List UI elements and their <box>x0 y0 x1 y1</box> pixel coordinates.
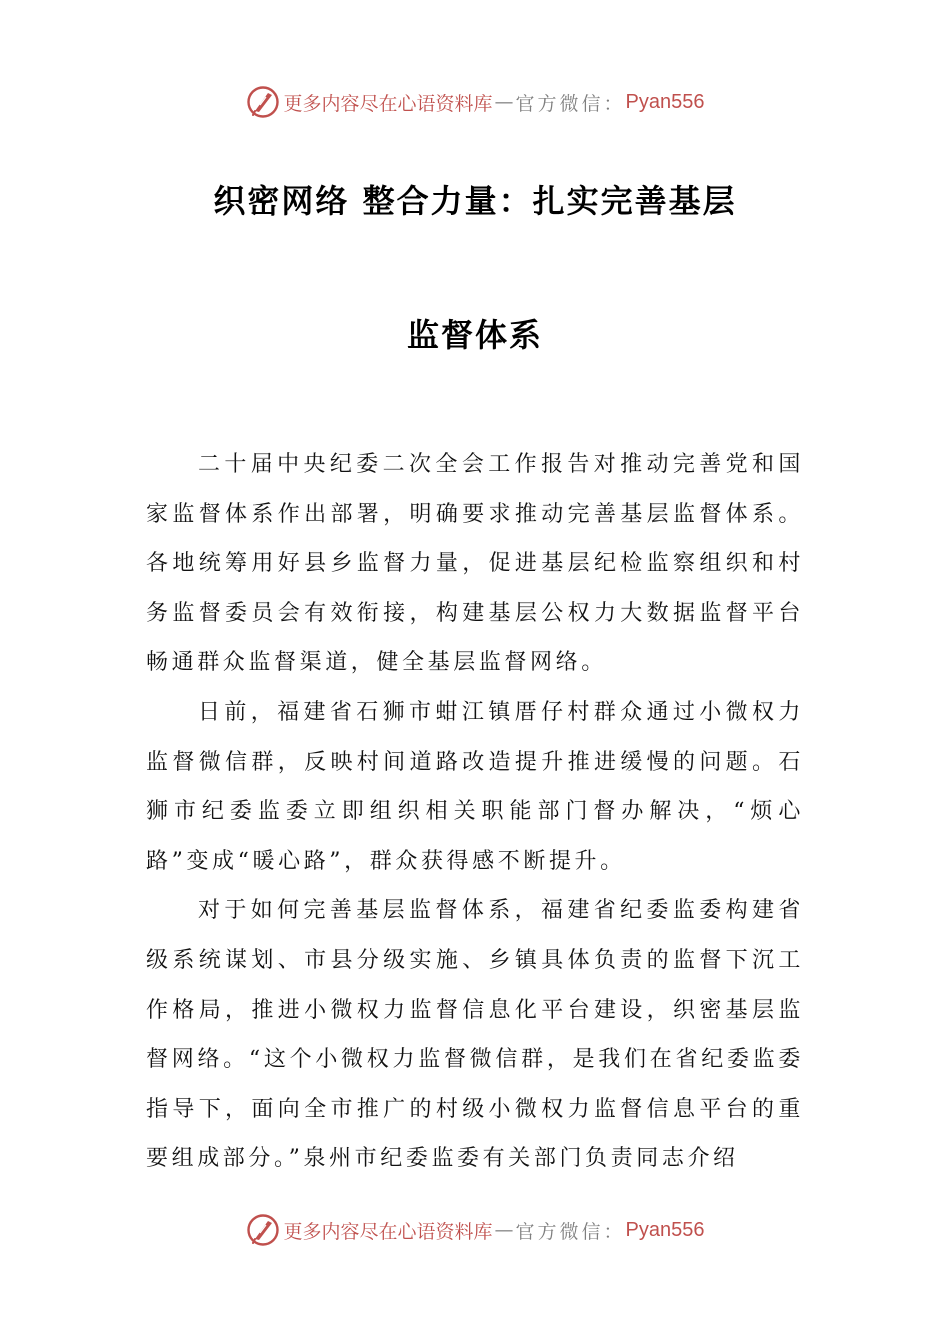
body-paragraph-2: 日前，福建省石狮市蚶江镇厝仔村群众通过小微权力监督微信群，反映村间道路改造提升推进缓慢的问题。石狮市纪委监委立即组织相关职能部门督办解决，“烦心路”变成“暖心路”，群众获得感不断提升。 <box>146 699 804 874</box>
document-title-line-1: 织密网络 整合力量：扎实完善基层 <box>213 182 737 220</box>
banner-wechat-label: 官方微信： <box>515 1220 626 1243</box>
banner-separator: — <box>494 1219 514 1241</box>
body-paragraph-3: 对于如何完善基层监督体系，福建省纪委监委构建省级系统谋划、市县分级实施、乡镇具体负责的监督下沉工作格局，推进小微权力监督信息化平台建设，织密基层监督网络。“这个小微权力监督微信群，是我们在省纪委监委指导下，面向全市推广的村级小微权力监督信息平台的重要组成部分。”泉州市纪委监委有关部门负责同志介绍 <box>146 898 804 1172</box>
banner-separator: — <box>494 91 514 113</box>
document-body <box>146 440 804 1184</box>
quill-pen-logo-icon <box>246 1213 280 1247</box>
body-paragraph-1: 二十届中央纪委二次全会工作报告对推动完善党和国家监督体系作出部署，明确要求推动完善基层监督体系。各地统筹用好县乡监督力量，促进基层纪检监察组织和村务监督委员会有效衔接，构建基层公权力大数据监督平台畅通群众监督渠道，健全基层监督网络。 <box>146 452 804 676</box>
banner-brand-text: 更多内容尽在心语资料库 <box>283 1220 493 1243</box>
banner-brand-text: 更多内容尽在心语资料库 <box>283 92 493 115</box>
banner-wechat-label: 官方微信： <box>515 92 626 115</box>
banner-wechat-id: Pyan556 <box>625 90 705 113</box>
banner-wechat-id: Pyan556 <box>625 1218 705 1241</box>
quill-pen-logo-icon <box>246 85 280 119</box>
document-title-line-2: 监督体系 <box>406 316 543 354</box>
footer-banner <box>0 1210 950 1250</box>
header-banner <box>0 82 950 122</box>
